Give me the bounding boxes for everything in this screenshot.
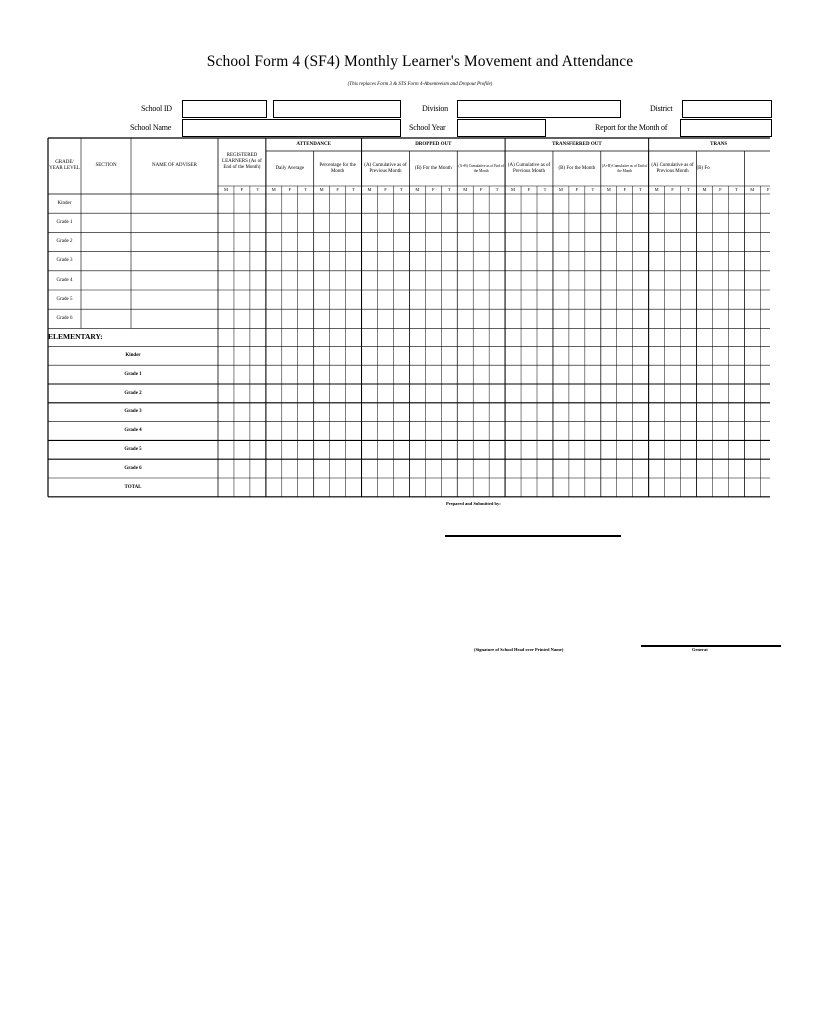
- mft-label: F: [719, 187, 722, 193]
- summary-row-label: Grade 3: [124, 409, 142, 415]
- mft-label: M: [463, 187, 468, 193]
- form-title: School Form 4 (SF4) Monthly Learner's Movement and Attendance: [206, 53, 634, 70]
- summary-row-label: Grade 1: [124, 371, 142, 377]
- division-label: Division: [422, 104, 448, 113]
- summary-row-label: Grade 2: [124, 390, 142, 396]
- mft-label: M: [415, 187, 420, 193]
- mft-label: M: [606, 187, 611, 193]
- prepared-signature-line: [445, 535, 621, 537]
- school-year-label: School Year: [409, 123, 446, 132]
- mft-label: F: [432, 187, 435, 193]
- mft-label: M: [558, 187, 563, 193]
- col-header-registered: REGISTERED LEARNERS (As of End of the Month): [222, 153, 262, 170]
- col-header-grade-level: GRADE/ YEAR LEVEL: [49, 160, 80, 171]
- mft-label: M: [654, 187, 659, 193]
- sub-header-dropped-sub-cum-prev: (A) Cumulative as of Previous Month: [364, 162, 407, 174]
- mft-label: T: [447, 187, 451, 193]
- mft-label: T: [304, 187, 308, 193]
- sub-header-transferred-out-sub-for-month: (B) For the Month: [558, 165, 596, 171]
- mft-label: T: [400, 187, 403, 193]
- mft-label: M: [511, 187, 516, 193]
- col-header-section: SECTION: [95, 163, 117, 169]
- sub-header-transferred-out-sub-cum-prev: (A) Cumulative as of Previous Month: [507, 162, 551, 174]
- mft-label: M: [271, 187, 276, 193]
- report-month-label: Report for the Month of: [595, 123, 668, 132]
- generated-label: Generat: [692, 647, 708, 652]
- district-label: District: [650, 104, 673, 113]
- mft-label: M: [223, 187, 228, 193]
- signature-label: (Signature of School Head over Printed Name): [474, 647, 564, 652]
- group-header-attendance: ATTENDANCE: [296, 141, 331, 147]
- summary-row-label: Kinder: [125, 352, 141, 358]
- summary-row-label: Grade 4: [124, 428, 142, 434]
- grade-row-label: Grade 6: [56, 315, 73, 321]
- summary-row-label: TOTAL: [124, 484, 142, 490]
- grade-row-label: Kinder: [57, 200, 72, 206]
- school-name-label: School Name: [130, 123, 172, 132]
- col-header-adviser: NAME OF ADVISER: [151, 163, 197, 169]
- mft-label: M: [319, 187, 324, 193]
- mft-label: T: [352, 187, 355, 193]
- mft-label: F: [671, 187, 674, 193]
- mft-label: T: [256, 187, 260, 193]
- mft-label: T: [734, 187, 738, 193]
- mft-label: F: [527, 187, 531, 193]
- mft-label: M: [750, 187, 755, 193]
- mft-label: T: [687, 187, 690, 193]
- summary-row-label: Grade 6: [124, 465, 142, 471]
- school-id-label: School ID: [141, 104, 172, 113]
- generated-signature-line: [641, 645, 781, 647]
- mft-label: F: [575, 187, 579, 193]
- grade-row-label: Grade 4: [56, 277, 73, 283]
- group-header-dropped-out: DROPPED OUT: [415, 141, 452, 147]
- mft-label: F: [623, 187, 626, 193]
- mft-label: F: [240, 187, 244, 193]
- mft-label: M: [702, 187, 707, 193]
- mft-label: F: [767, 187, 770, 193]
- sub-header-transferred-out-sub-cum-end: (A+B) Cumulative as of End of the Month: [601, 164, 648, 173]
- mft-label: F: [288, 187, 292, 193]
- summary-row-label: Grade 5: [124, 446, 142, 452]
- sub-header-transferred-in-sub-cum-prev: (A) Cumulative as of Previous Month: [651, 162, 694, 174]
- grade-row-label: Grade 5: [56, 296, 73, 302]
- mft-label: M: [367, 187, 372, 193]
- mft-label: T: [495, 187, 499, 193]
- mft-label: F: [479, 187, 483, 193]
- elementary-label: ELEMENTARY:: [48, 332, 103, 342]
- mft-label: T: [639, 187, 643, 193]
- form-subtitle: (This replaces Form 3 & STS Form 4-Absenteeism and Dropout Profile): [347, 82, 493, 87]
- grade-row-label: Grade 2: [56, 239, 73, 245]
- mft-label: F: [384, 187, 387, 193]
- group-header-transferred-in: TRANS: [710, 141, 728, 147]
- mft-label: T: [543, 187, 547, 193]
- grade-row-label: Grade 1: [56, 219, 73, 225]
- sub-header-daily-average: Daily Average: [275, 165, 305, 171]
- group-header-transferred-out: TRANSFERRED OUT: [552, 141, 602, 147]
- mft-label: T: [591, 187, 595, 193]
- mft-label: F: [336, 187, 339, 193]
- sub-header-dropped-sub-cum-end: (A+B) Cumulative as of End of the Month: [458, 164, 504, 173]
- sub-header-dropped-sub-for-month: (B) For the Month: [414, 165, 452, 171]
- sub-header-transferred-in-for-month: (B) Fo: [696, 165, 710, 171]
- grade-row-label: Grade 3: [56, 258, 73, 264]
- prepared-label: Prepared and Submitted by:: [446, 501, 501, 506]
- sub-header-percentage-month: Percentage for the Month: [319, 162, 356, 174]
